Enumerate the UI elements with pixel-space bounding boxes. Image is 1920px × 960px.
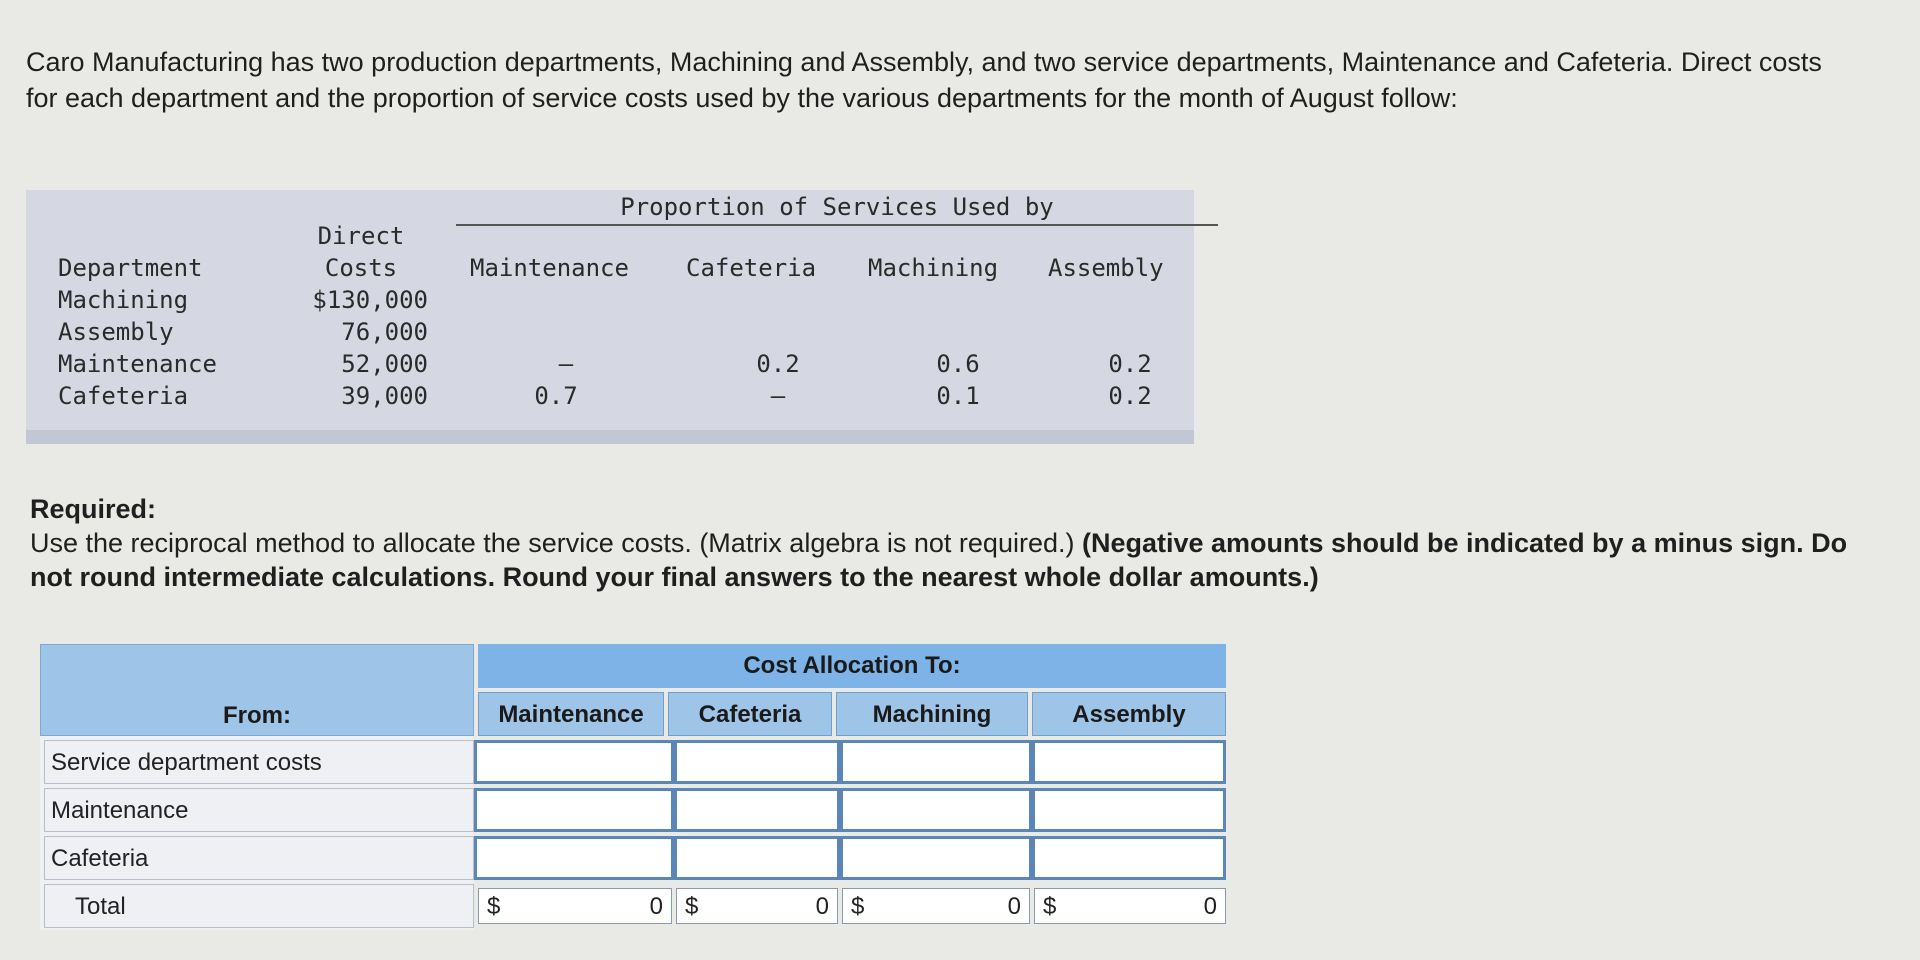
row-machining: 0.1 xyxy=(936,382,980,410)
row-maintenance: – xyxy=(558,350,574,378)
row-department: Assembly xyxy=(58,318,174,346)
input-service-cafeteria[interactable] xyxy=(674,740,840,784)
row-department: Machining xyxy=(58,286,189,314)
column-assembly: Assembly xyxy=(1032,692,1226,736)
row-label-total: Total xyxy=(44,884,474,928)
row-maintenance: 0.7 xyxy=(534,382,578,410)
currency-symbol: $ xyxy=(851,893,865,920)
total-cafeteria xyxy=(676,888,838,924)
from-label: From: xyxy=(223,702,291,729)
row-label-cafeteria: Cafeteria xyxy=(44,836,474,880)
row-label-service-costs: Service department costs xyxy=(44,740,474,784)
cost-allocation-band: Cost Allocation To: xyxy=(478,644,1226,688)
total-value: 0 xyxy=(649,893,663,920)
currency-symbol: $ xyxy=(685,893,699,920)
row-machining: 0.6 xyxy=(936,350,980,378)
table-bottom-band xyxy=(26,430,1194,444)
direct-costs-table xyxy=(26,190,1194,444)
column-cafeteria: Cafeteria xyxy=(668,692,832,736)
header-department: Department xyxy=(58,254,203,282)
input-service-assembly[interactable] xyxy=(1032,740,1226,784)
row-direct-costs: 52,000 xyxy=(341,350,428,378)
required-text: Use the reciprocal method to allocate the service costs. (Matrix algebra is not required.) xyxy=(30,528,1082,558)
header-machining: Machining xyxy=(868,254,999,282)
row-cafeteria: 0.2 xyxy=(756,350,800,378)
row-label-maintenance: Maintenance xyxy=(44,788,474,832)
required-title: Required: xyxy=(30,494,157,524)
total-value: 0 xyxy=(815,893,829,920)
header-direct-line1: Direct xyxy=(317,222,405,250)
problem-intro: Caro Manufacturing has two production departments, Machining and Assembly, and two service departments, Maintenance and Cafeteria. Direct costs for each department and the proportion of service costs used by the various departments for the month of August follow: xyxy=(26,47,1822,113)
column-machining: Machining xyxy=(836,692,1028,736)
input-cafeteria-assembly[interactable] xyxy=(1032,836,1226,880)
total-value: 0 xyxy=(1203,893,1217,920)
cost-allocation-table xyxy=(40,644,1226,930)
row-direct-costs: 76,000 xyxy=(341,318,428,346)
required-section xyxy=(30,492,1890,594)
currency-symbol: $ xyxy=(1043,893,1057,920)
row-direct-costs: $130,000 xyxy=(312,286,428,314)
header-cafeteria: Cafeteria xyxy=(686,254,817,282)
input-maintenance-assembly[interactable] xyxy=(1032,788,1226,832)
input-cafeteria-maintenance[interactable] xyxy=(474,836,674,880)
input-cafeteria-machining[interactable] xyxy=(840,836,1032,880)
row-direct-costs: 39,000 xyxy=(341,382,428,410)
currency-symbol: $ xyxy=(487,893,501,920)
row-cafeteria: – xyxy=(770,382,786,410)
total-machining xyxy=(842,888,1030,924)
input-maintenance-machining[interactable] xyxy=(840,788,1032,832)
row-assembly: 0.2 xyxy=(1108,350,1152,378)
input-maintenance-cafeteria[interactable] xyxy=(674,788,840,832)
header-direct-line2: Costs xyxy=(324,254,398,282)
header-assembly: Assembly xyxy=(1048,254,1164,282)
input-service-maintenance[interactable] xyxy=(474,740,674,784)
row-assembly: 0.2 xyxy=(1108,382,1152,410)
header-maintenance: Maintenance xyxy=(470,254,629,282)
row-department: Maintenance xyxy=(58,350,217,378)
total-value: 0 xyxy=(1007,893,1021,920)
total-assembly xyxy=(1034,888,1226,924)
column-maintenance: Maintenance xyxy=(478,692,664,736)
input-service-machining[interactable] xyxy=(840,740,1032,784)
row-department: Cafeteria xyxy=(58,382,189,410)
input-cafeteria-cafeteria[interactable] xyxy=(674,836,840,880)
proportion-group-header: Proportion of Services Used by xyxy=(456,190,1218,226)
input-maintenance-maintenance[interactable] xyxy=(474,788,674,832)
required-instructions: (Negative amounts should be indicated by a minus sign. Do not round intermediate calculations. Round your final answers to the nearest whole dollar amounts.) xyxy=(30,528,1848,592)
total-maintenance xyxy=(478,888,672,924)
